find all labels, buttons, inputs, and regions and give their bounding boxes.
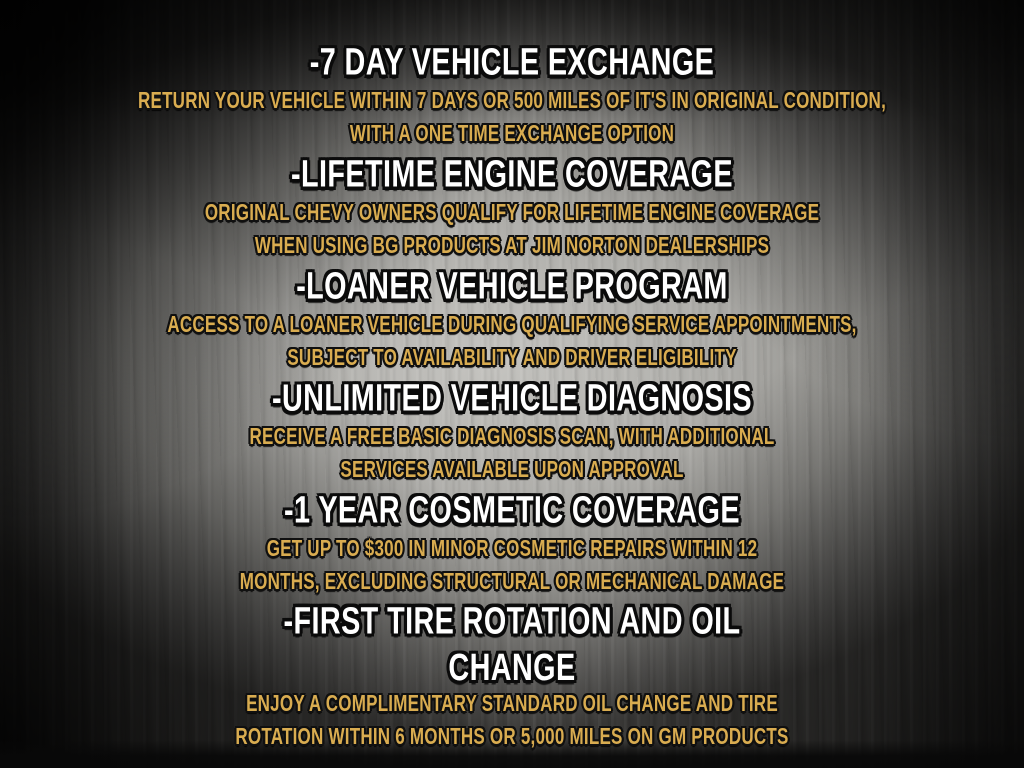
benefit-detail-line: ENJOY A COMPLIMENTARY STANDARD OIL CHANGE AND TIRE — [246, 690, 778, 717]
benefit-section-vehicle-diagnosis — [0, 376, 1024, 486]
benefit-detail-line: SERVICES AVAILABLE UPON APPROVAL — [340, 455, 684, 482]
benefit-section-vehicle-exchange — [0, 40, 1024, 150]
benefit-heading: -1 YEAR COSMETIC COVERAGE — [284, 487, 740, 531]
benefit-heading: -LOANER VEHICLE PROGRAM — [296, 263, 728, 308]
benefit-detail-line: WHEN USING BG PRODUCTS AT JIM NORTON DEALERSHIPS — [254, 231, 770, 259]
benefit-heading: -LIFETIME ENGINE COVERAGE — [290, 151, 734, 196]
benefit-detail-line: RECEIVE A FREE BASIC DIAGNOSIS SCAN, WITH ADDITIONAL — [249, 422, 775, 449]
benefit-detail-line: ROTATION WITHIN 6 MONTHS OR 5,000 MILES ON GM PRODUCTS — [235, 723, 789, 750]
benefit-detail-line: GET UP TO $300 IN MINOR COSMETIC REPAIRS WITHIN 12 — [266, 534, 758, 561]
benefit-detail-line: SUBJECT TO AVAILABILITY AND DRIVER ELIGIBILITY — [287, 343, 737, 370]
benefit-section-tire-rotation-oil-change — [0, 597, 1024, 754]
benefit-section-engine-coverage — [0, 152, 1024, 262]
benefit-section-loaner-program — [0, 264, 1024, 374]
benefit-section-cosmetic-coverage — [0, 488, 1024, 598]
benefit-heading: -FIRST TIRE ROTATION AND OIL CHANGE — [283, 597, 741, 688]
benefit-detail-line: ORIGINAL CHEVY OWNERS QUALIFY FOR LIFETIME ENGINE COVERAGE — [204, 198, 820, 226]
benefit-heading: -UNLIMITED VEHICLE DIAGNOSIS — [271, 375, 753, 419]
benefit-detail-line: RETURN YOUR VEHICLE WITHIN 7 DAYS OR 500 MILES OF IT'S IN ORIGINAL CONDITION, — [137, 86, 887, 114]
benefit-heading: -7 DAY VEHICLE EXCHANGE — [309, 39, 715, 84]
benefit-detail-line: WITH A ONE TIME EXCHANGE OPTION — [349, 119, 675, 147]
benefit-detail-line: ACCESS TO A LOANER VEHICLE DURING QUALIFYING SERVICE APPOINTMENTS, — [167, 310, 857, 337]
benefit-detail-line: MONTHS, EXCLUDING STRUCTURAL OR MECHANICAL DAMAGE — [239, 567, 785, 594]
